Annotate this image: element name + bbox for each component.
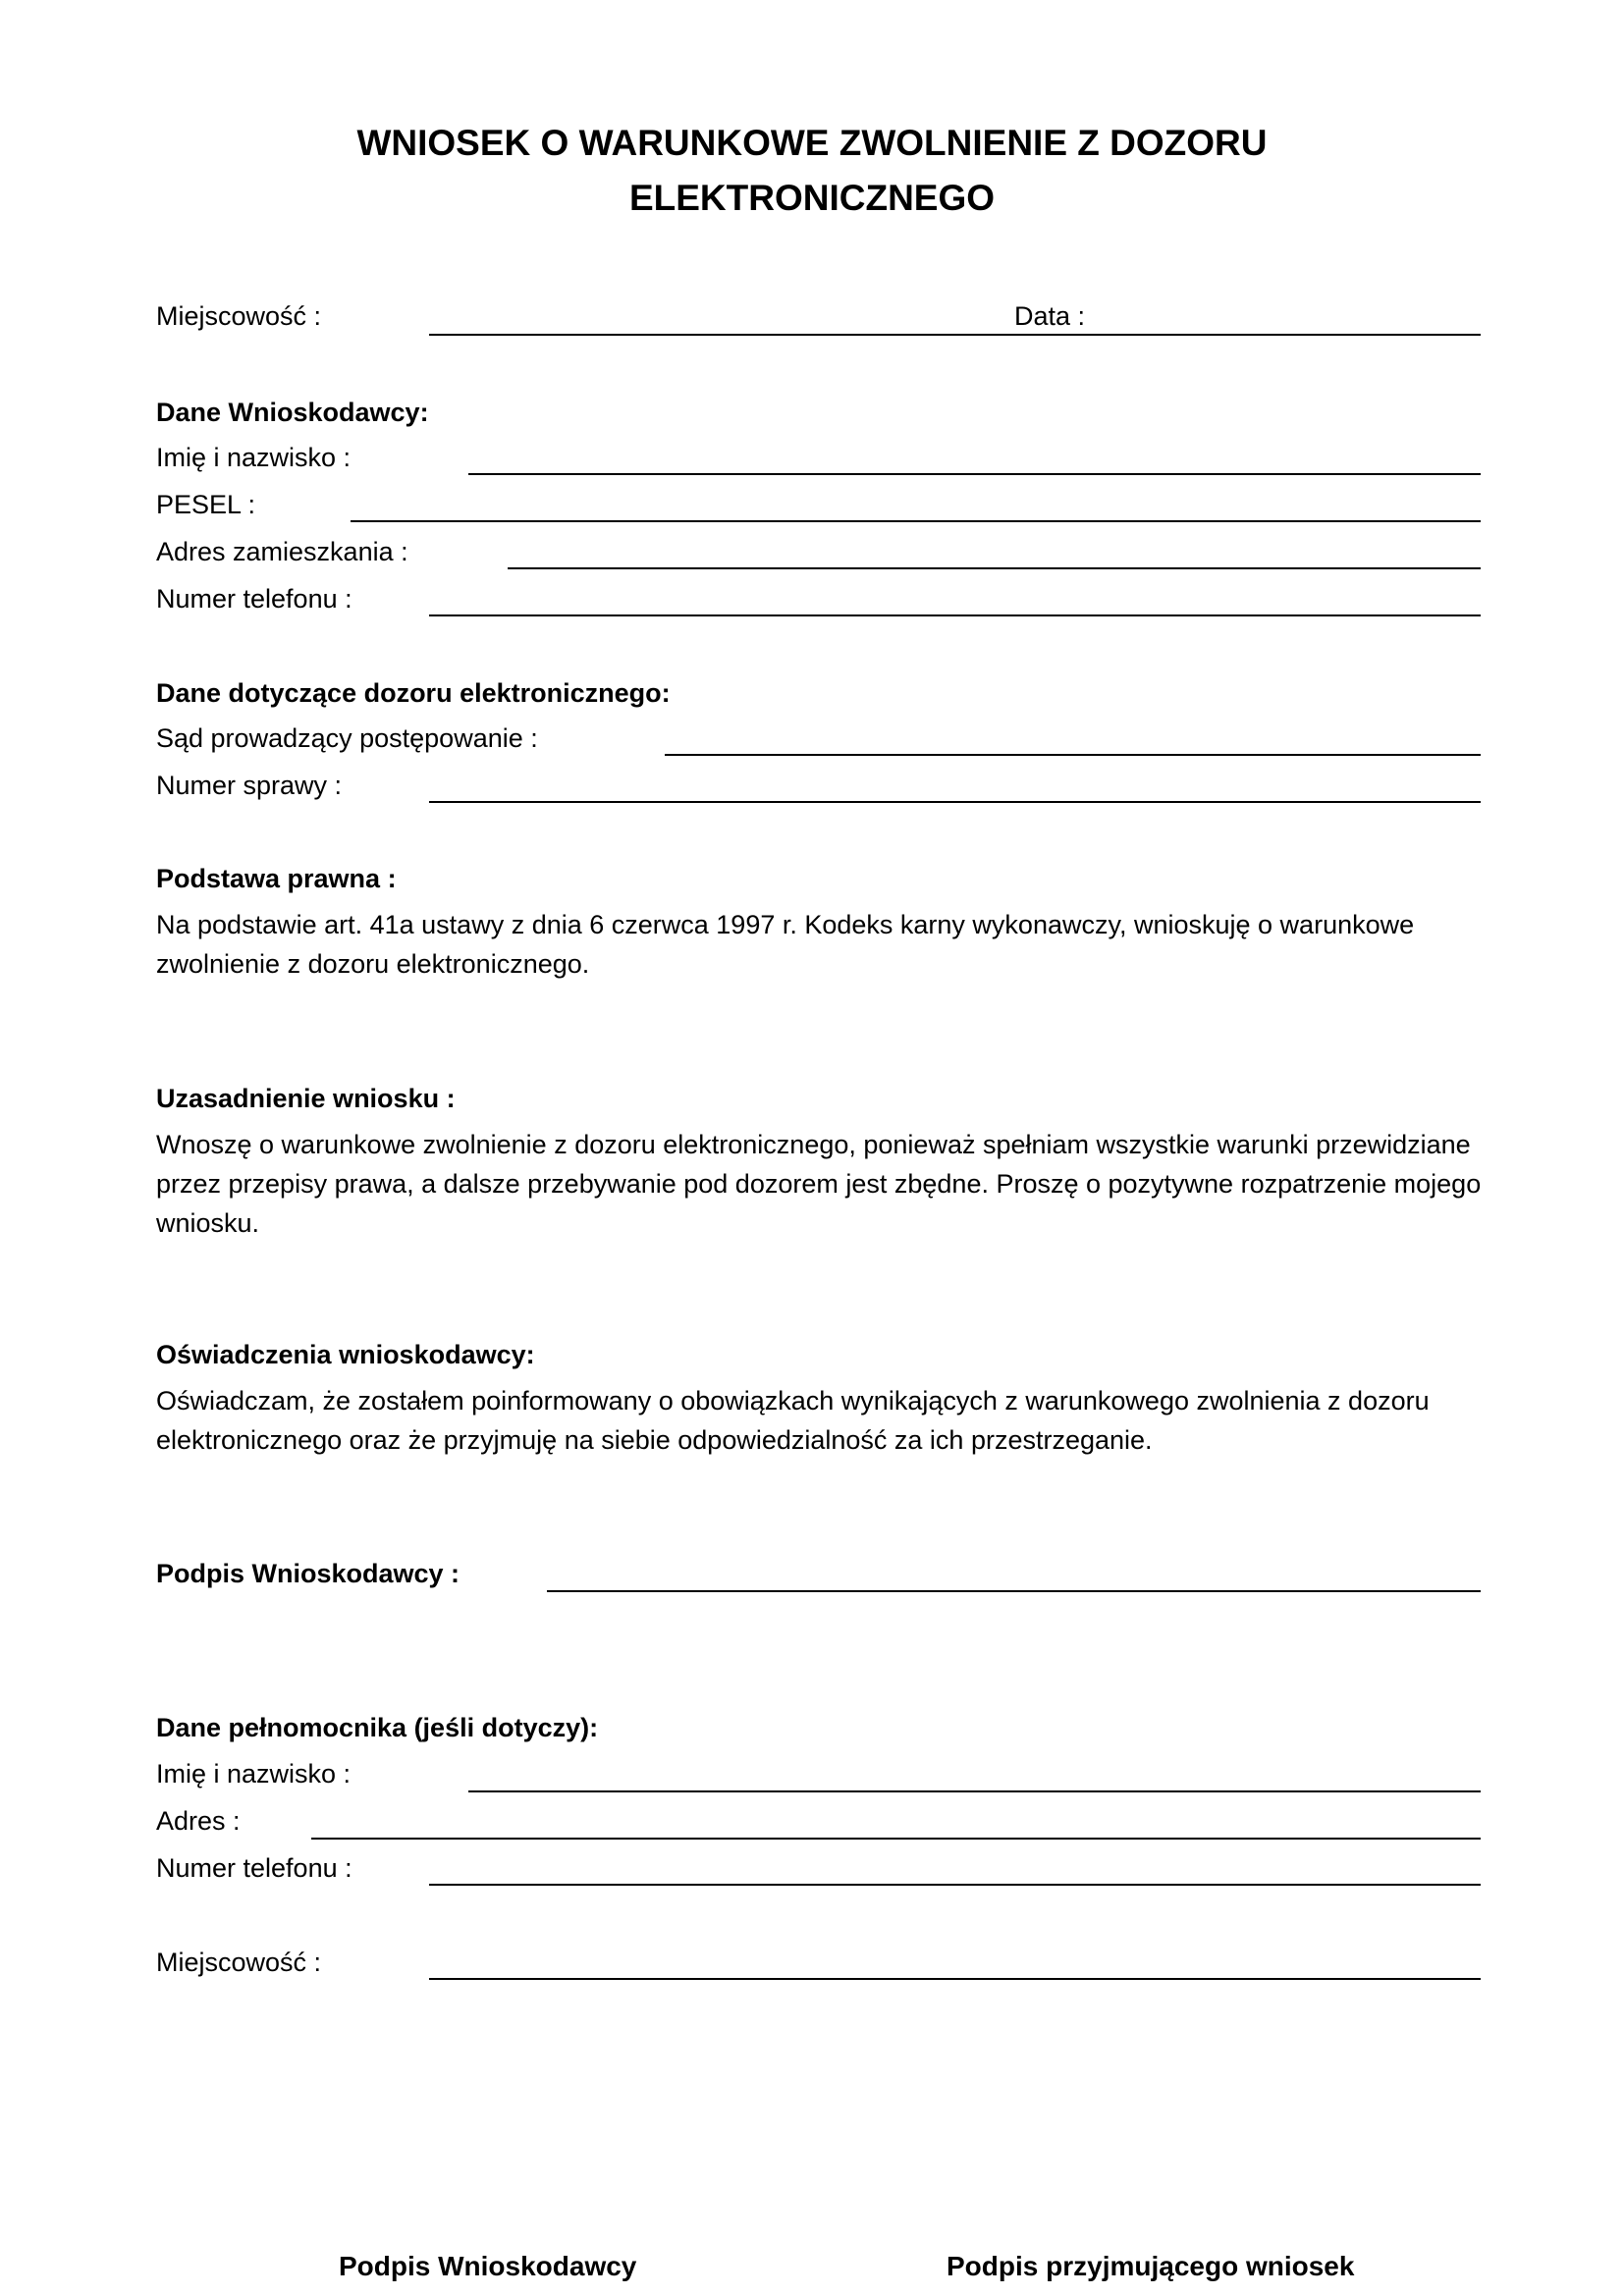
receiver-signature-caption: Podpis przyjmującego wniosek [947,2251,1355,2281]
attorney-address-label: Adres : [156,1806,241,1836]
pesel-field[interactable] [351,520,1481,522]
applicant-address-field[interactable] [508,567,1481,569]
applicant-address-label: Adres zamieszkania : [156,537,408,566]
justification-heading: Uzasadnienie wniosku : [156,1084,456,1113]
applicant-signature-field[interactable] [547,1590,1481,1592]
legal-basis-text: Na podstawie art. 41a ustawy z dnia 6 czerwca 1997 r. Kodeks karny wykonawczy, wnioskuję o warunkowe zwolnienie z dozoru elektronicznego. [156,910,1415,979]
applicant-name-field[interactable] [468,473,1481,475]
place-date-field[interactable] [429,334,1481,336]
court-field[interactable] [665,754,1481,756]
footer-place-field[interactable] [429,1978,1481,1980]
justification-text: Wnoszę o warunkowe zwolnienie z dozoru elektronicznego, ponieważ spełniam wszystkie warunki przewidziane przez przepisy prawa, a dalsze przebywanie pod dozorem jest zbędne. Proszę o pozytywne rozpatrzenie mojego wniosku. [156,1130,1482,1238]
declarations-heading: Oświadczenia wnioskodawcy: [156,1340,535,1369]
applicant-signature-label: Podpis Wnioskodawcy : [156,1559,460,1588]
attorney-address-field[interactable] [311,1838,1481,1840]
declarations-text: Oświadczam, że zostałem poinformowany o obowiązkach wynikających z warunkowego zwolnienia z dozoru elektronicznego oraz że przyjmuję na siebie odpowiedzialność za ich przestrzeganie. [156,1386,1430,1455]
footer-place-label: Miejscowość : [156,1948,322,1977]
applicant-name-label: Imię i nazwisko : [156,443,352,472]
applicant-heading: Dane Wnioskodawcy: [156,398,429,427]
attorney-phone-label: Numer telefonu : [156,1853,352,1883]
attorney-heading: Dane pełnomocnika (jeśli dotyczy): [156,1713,599,1742]
attorney-name-label: Imię i nazwisko : [156,1759,352,1789]
case-number-field[interactable] [429,801,1481,803]
document-title [0,116,1624,226]
attorney-name-field[interactable] [468,1790,1481,1792]
title-line-2: ELEKTRONICZNEGO [628,178,996,218]
applicant-phone-field[interactable] [429,614,1481,616]
place-label: Miejscowość : [156,301,322,331]
monitoring-heading: Dane dotyczące dozoru elektronicznego: [156,678,671,708]
applicant-phone-label: Numer telefonu : [156,584,352,614]
applicant-signature-caption: Podpis Wnioskodawcy [339,2251,637,2281]
case-number-label: Numer sprawy : [156,771,343,800]
court-label: Sąd prowadzący postępowanie : [156,723,538,753]
title-line-1: WNIOSEK O WARUNKOWE ZWOLNIENIE Z DOZORU [356,123,1268,163]
date-label: Data : [1014,301,1086,331]
legal-basis-heading: Podstawa prawna : [156,864,397,893]
pesel-label: PESEL : [156,490,256,519]
attorney-phone-field[interactable] [429,1884,1481,1886]
